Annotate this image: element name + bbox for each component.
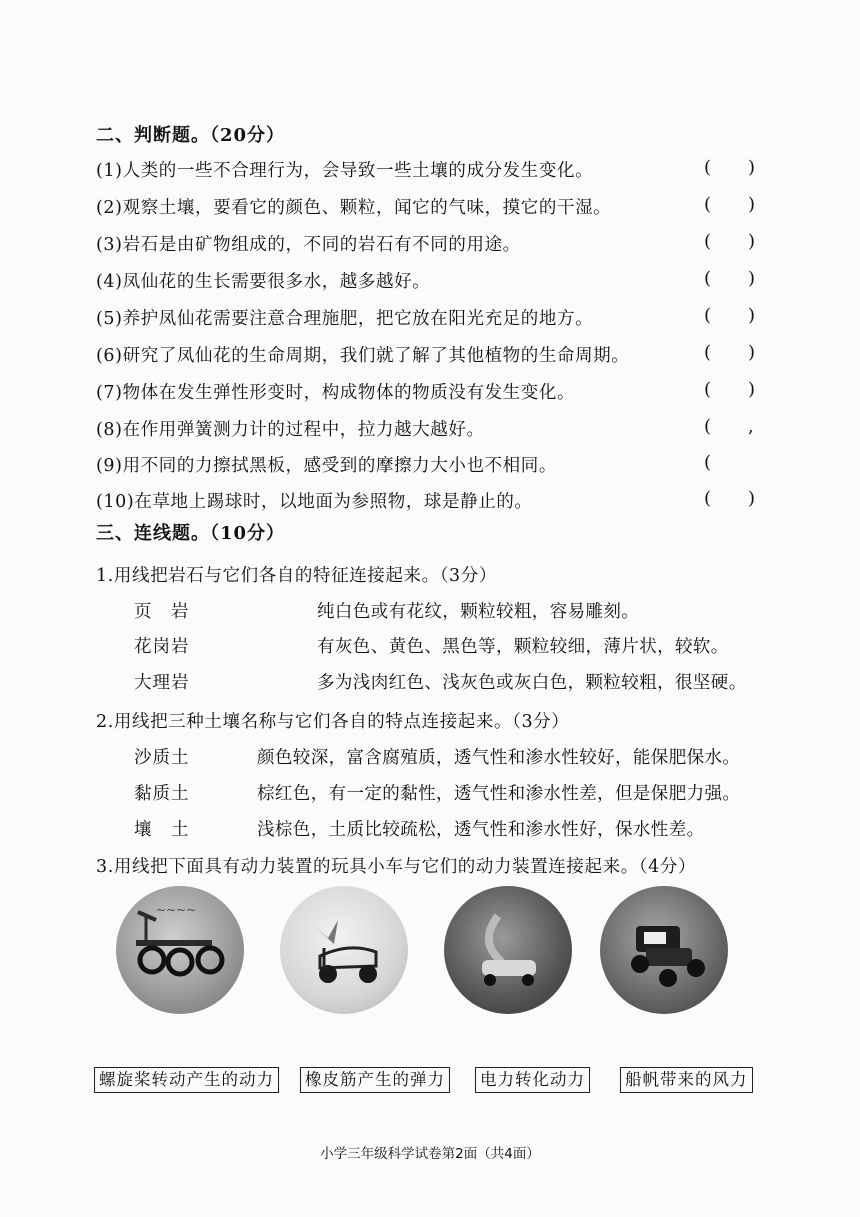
rock-name-granite: 花岗岩 — [134, 637, 190, 657]
judge-question-5: (5)养护凤仙花需要注意合理施肥，把它放在阳光充足的地方。 — [96, 309, 594, 329]
rubber-band-car-photo — [280, 886, 408, 1014]
option-propeller-power: 螺旋桨转动产生的动力 — [94, 1067, 279, 1093]
close-paren: ) — [748, 231, 756, 252]
rock-name-shale: 页 岩 — [134, 602, 190, 622]
open-paren: ( — [704, 194, 712, 215]
option-sail-wind-power: 船帆带来的风力 — [620, 1067, 753, 1093]
rock-desc-1: 纯白色或有花纹，颗粒较粗，容易雕刻。 — [317, 602, 640, 622]
judge-question-8: (8)在作用弹簧测力计的过程中，拉力越大越好。 — [96, 420, 485, 440]
q2-title: 2.用线把三种土壤名称与它们各自的特点连接起来。（3分） — [96, 712, 570, 732]
soil-desc-2: 棕红色，有一定的黏性，透气性和渗水性差，但是保肥力强。 — [257, 784, 741, 804]
option-electric-power: 电力转化动力 — [475, 1067, 590, 1093]
open-paren: ( — [704, 452, 712, 473]
option-rubber-band-power: 橡皮筋产生的弹力 — [300, 1067, 450, 1093]
section3-title: 三、连线题。（10分） — [96, 523, 286, 544]
close-paren: ) — [748, 157, 756, 178]
judge-question-7: (7)物体在发生弹性形变时，构成物体的物质没有发生变化。 — [96, 383, 576, 403]
electric-car-photo — [600, 886, 728, 1014]
judge-question-10: (10)在草地上踢球时，以地面为参照物，球是静止的。 — [96, 492, 533, 512]
rock-name-marble: 大理岩 — [134, 673, 190, 693]
judge-question-3: (3)岩石是由矿物组成的，不同的岩石有不同的用途。 — [96, 235, 521, 255]
close-paren: ) — [748, 379, 756, 400]
open-paren: ( — [704, 488, 712, 509]
open-paren: ( — [704, 305, 712, 326]
page-footer: 小学三年级科学试卷第2面（共4面） — [320, 1146, 540, 1162]
soil-desc-1: 颜色较深，富含腐殖质，透气性和渗水性较好，能保肥保水。 — [257, 748, 741, 768]
open-paren: ( — [704, 342, 712, 363]
judge-question-1: (1)人类的一些不合理行为，会导致一些土壤的成分发生变化。 — [96, 161, 594, 181]
judge-question-2: (2)观察土壤，要看它的颜色、颗粒，闻它的气味，摸它的干湿。 — [96, 198, 612, 218]
close-paren: ) — [748, 194, 756, 215]
soil-name-sandy: 沙质土 — [134, 748, 190, 768]
open-paren: ( — [704, 231, 712, 252]
rock-desc-2: 有灰色、黄色、黑色等，颗粒较细，薄片状，较软。 — [317, 637, 729, 657]
close-paren: , — [748, 416, 754, 437]
svg-text:~~~~: ~~~~ — [156, 903, 197, 917]
rock-desc-3: 多为浅肉红色、浅灰色或灰白色，颗粒较粗，很坚硬。 — [317, 673, 747, 693]
close-paren: ) — [748, 342, 756, 363]
q3-title: 3.用线把下面具有动力装置的玩具小车与它们的动力装置连接起来。（4分） — [96, 857, 697, 877]
close-paren: ) — [748, 305, 756, 326]
section2-title: 二、判断题。（20分） — [96, 125, 286, 146]
propeller-car-photo — [116, 886, 244, 1014]
close-paren: ) — [748, 268, 756, 289]
soil-name-clay: 黏质土 — [134, 784, 190, 804]
judge-question-6: (6)研究了凤仙花的生命周期，我们就了解了其他植物的生命周期。 — [96, 346, 630, 366]
sail-car-photo — [444, 886, 572, 1014]
soil-desc-3: 浅棕色，土质比较疏松，透气性和渗水性好，保水性差。 — [257, 820, 705, 840]
soil-name-loam: 壤 土 — [134, 820, 190, 840]
judge-question-4: (4)凤仙花的生长需要很多水，越多越好。 — [96, 272, 431, 292]
judge-question-9: (9)用不同的力擦拭黑板，感受到的摩擦力大小也不相同。 — [96, 456, 557, 476]
open-paren: ( — [704, 416, 712, 437]
open-paren: ( — [704, 379, 712, 400]
q1-title: 1.用线把岩石与它们各自的特征连接起来。（3分） — [96, 566, 497, 586]
open-paren: ( — [704, 268, 712, 289]
open-paren: ( — [704, 157, 712, 178]
close-paren: ) — [748, 488, 756, 509]
